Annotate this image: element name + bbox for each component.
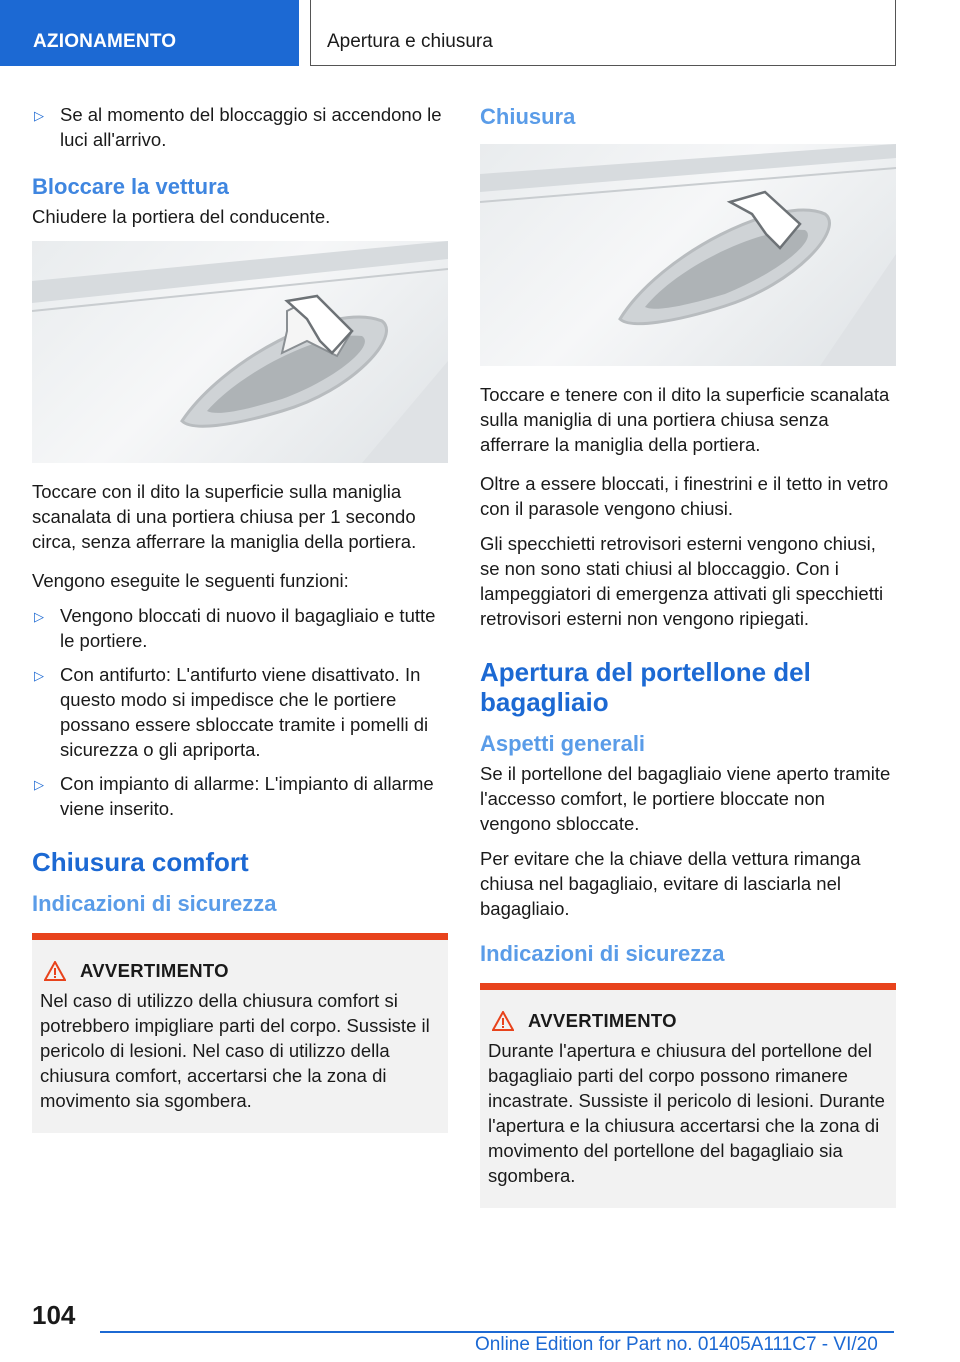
heading-trunk-opening: Apertura del portellone del bagagliaio [480,657,811,717]
paragraph: Se il portellone del bagagliaio viene aperto tramite l'accesso comfort, le portiere bloccate non vengono sbloccate. [480,763,891,834]
triangle-bullet-icon: ▷ [34,108,44,123]
paragraph: Oltre a essere bloccati, i finestrini e il tetto in vetro con il parasole vengono chiusi. [480,473,889,519]
list-item: ▷ Con impianto di allarme: L'impianto di allarme viene inserito. [34,773,434,819]
triangle-bullet-icon: ▷ [34,668,44,683]
warning-triangle-icon [44,961,66,981]
warning-title: AVVERTIMENTO [80,960,229,981]
page-header [0,0,960,66]
warning-box [480,983,896,1208]
paragraph: Toccare e tenere con il dito la superficie scanalata sulla maniglia di una portiera chiusa senza afferrare la maniglia della portiera. [480,384,890,455]
right-column [480,102,896,1208]
edition-note: Online Edition for Part no. 01405A111C7 - VI/20 [475,1334,878,1355]
section-tab: AZIONAMENTO [0,0,299,66]
paragraph: Per evitare che la chiave della vettura rimanga chiusa nel bagagliaio, evitare di lasciarla nel bagagliaio. [480,848,861,919]
heading-lock-vehicle: Bloccare la vettura [32,174,229,199]
list-item: ▷ Se al momento del bloccaggio si accendono le luci all'arrivo. [34,104,442,150]
door-handle-image [480,144,896,366]
page-number: 104 [32,1300,76,1330]
paragraph: Toccare con il dito la superficie sulla maniglia scanalata di una portiera chiusa per 1 secondo circa, senza afferrare la maniglia della portiera. [32,481,417,552]
heading-comfort-closing: Chiusura comfort [32,847,249,877]
paragraph: Vengono eseguite le seguenti funzioni: [32,570,349,591]
warning-text: Nel caso di utilizzo della chiusura comfort si potrebbero impigliare parti del corpo. Sussiste il pericolo di lesioni. Nel caso di utilizzo della chiusura comfort, accertarsi che la zona di movimento sia sgombera. [40,990,430,1111]
warning-box [32,933,448,1133]
warning-text: Durante l'apertura e chiusura del portellone del bagagliaio parti del corpo possono rimanere incastrate. Sussiste il pericolo di lesioni. Durante l'apertura e la chiusura accertarsi che la zona di movimento del portellone del bagagliaio sia sgombera. [488,1040,885,1186]
triangle-bullet-icon: ▷ [34,609,44,624]
list-item: ▷ Vengono bloccati di nuovo il bagagliaio e tutte le portiere. [34,605,436,651]
list-item: ▷ Con antifurto: L'antifurto viene disattivato. In questo modo si impedisce che le portiere possano essere sbloccate tramite i pomelli di sicurezza o gli apriporta. [34,664,429,760]
footer-divider [100,1331,894,1333]
heading-general-aspects: Aspetti generali [480,731,646,756]
heading-safety-notes: Indicazioni di sicurezza [480,941,725,966]
warning-title: AVVERTIMENTO [528,1010,677,1031]
door-handle-image [32,241,448,463]
heading-safety-notes: Indicazioni di sicurezza [32,891,277,916]
paragraph: Chiudere la portiera del conducente. [32,206,331,227]
warning-triangle-icon [492,1011,514,1031]
heading-closing: Chiusura [480,104,576,129]
left-column [32,102,448,1133]
paragraph: Gli specchietti retrovisori esterni vengono chiusi, se non sono stati chiusi al bloccaggio. Con i lampeggiatori di emergenza attivati gli specchietti retrovisori esterni non vengono ripiegati. [480,533,884,629]
triangle-bullet-icon: ▷ [34,777,44,792]
chapter-title: Apertura e chiusura [310,0,896,66]
